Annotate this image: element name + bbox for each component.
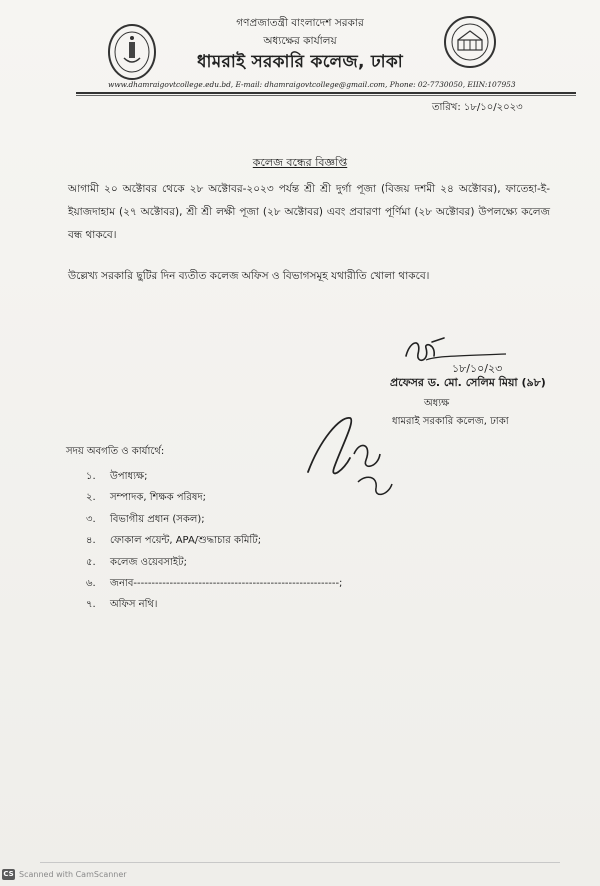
government-heading: গণপ্রজাতন্ত্রী বাংলাদেশ সরকার [236, 17, 364, 29]
list-item: ২. সম্পাদক, শিক্ষক পরিষদ; [86, 492, 207, 504]
list-item: ১. উপাধ্যক্ষ; [86, 471, 148, 482]
signatory-name: প্রফেসর ড. মো. সেলিম মিয়া (৯৮) [390, 376, 546, 389]
notice-paragraph-1: আগামী ২০ অক্টোবর থেকে ২৮ অক্টোবর-২০২৩ পর্যন্ত শ্রী শ্রী দুর্গা পূজা (বিজয় দশমী ২৪ অক্টোবর), ফাতেহা-ই-ইয়াজদাহাম (২৭ অক্টোবর), শ্রী শ্রী লক্ষী পূজা (২৮ অক্টোবর) এবং প্রবারণা পূর্ণিমা (২৮ অক্টোবর) উপলক্ষ্যে কলেজ বন্ধ থাকবে। [68, 183, 550, 241]
scanner-watermark [2, 869, 127, 880]
principal-signature-icon [396, 334, 526, 376]
list-item: ৭. অফিস নথি। [86, 599, 158, 611]
header-divider-thin [76, 95, 576, 96]
distribution-list [86, 466, 342, 616]
footer-divider [40, 862, 560, 863]
signatory-designation: অধ্যক্ষ [424, 398, 450, 409]
notice-paragraph-2: উল্লেখ্য সরকারি ছুটির দিন ব্যতীত কলেজ অফিস ও বিভাগসমূহ যথারীতি খোলা থাকবে। [68, 270, 430, 282]
office-heading: অধ্যক্ষের কার্যালয় [263, 35, 337, 47]
notice-date: তারিখ: ১৮/১০/২০২৩ [432, 102, 523, 113]
list-item: ৬. জনাব---------------------------------------------------------; [86, 577, 343, 589]
list-item: ৪. ফোকাল পয়েন্ট, APA/শুদ্ধাচার কমিটি; [86, 535, 262, 547]
notice-title: কলেজ বন্ধের বিজ্ঞপ্তি [252, 156, 348, 169]
signatory-office: ধামরাই সরকারি কলেজ, ঢাকা [392, 416, 509, 427]
contact-line: www.dhamraigovtcollege.edu.bd, E-mail: dhamraigovtcollege@gmail.com, Phone: 02-7730050, EIIN:107953 [108, 80, 516, 89]
camscanner-icon: CS [3, 870, 14, 878]
list-item: ৩. বিভাগীয় প্রধান (সকল); [86, 513, 205, 525]
scanner-text: Scanned with CamScanner [19, 870, 127, 879]
header-divider [76, 92, 576, 94]
distribution-heading: সদয় অবগতি ও কার্যার্থে: [66, 446, 165, 457]
college-name: ধামরাই সরকারি কলেজ, ঢাকা [197, 52, 403, 72]
list-item: ৫. কলেজ ওয়েবসাইট; [86, 556, 187, 568]
signature-date: ১৮/১০/২৩ [452, 362, 503, 375]
